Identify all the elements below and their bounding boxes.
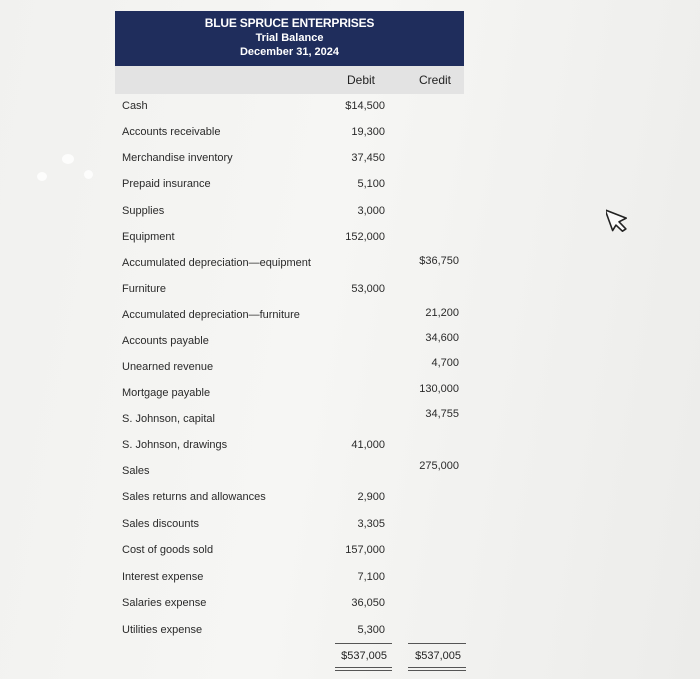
account-name: Mortgage payable [122,387,211,399]
debit-amount: 41,000 [351,439,385,451]
account-name: Accumulated depreciation—furniture [122,309,300,321]
table-row [0,597,700,615]
account-name: Furniture [122,283,167,295]
credit-column-header: Credit [418,73,451,87]
column-header-row [115,66,464,94]
trial-balance-header [115,11,464,66]
account-name: Accounts receivable [122,126,221,138]
mouse-pointer-icon [606,204,632,239]
account-name: Accumulated depreciation—equipment [122,257,311,269]
credit-amount: 34,600 [425,332,459,344]
debit-amount: 3,000 [357,205,385,217]
debit-amount: 7,100 [357,571,385,583]
table-row [0,518,700,536]
table-row [0,257,700,275]
table-row [0,439,700,457]
table-row [0,383,700,405]
debit-double-rule-2 [335,670,392,671]
debit-amount: 157,000 [345,544,385,556]
debit-amount: 5,300 [357,624,385,636]
table-row [0,126,700,144]
credit-amount: 34,755 [425,408,459,420]
account-name: Sales [122,465,150,477]
debit-double-rule-1 [335,667,392,668]
account-name: Salaries expense [122,597,207,609]
debit-total-rule [335,643,392,644]
account-name: S. Johnson, drawings [122,439,228,451]
account-name: Equipment [122,231,175,243]
debit-total: $537,005 [341,650,387,662]
table-row [0,100,700,118]
account-name: Sales returns and allowances [122,491,266,503]
table-row [0,571,700,589]
debit-amount: 5,100 [357,178,385,190]
report-date: December 31, 2024 [239,46,340,58]
account-name: Sales discounts [122,518,200,530]
account-name: Interest expense [122,571,204,583]
table-row [0,205,700,223]
table-row [0,332,700,353]
table-row [0,231,700,249]
account-name: Supplies [122,205,165,217]
credit-amount: 275,000 [419,460,459,472]
credit-double-rule-1 [408,667,466,668]
table-row [0,309,700,327]
debit-column-header: Debit [346,73,375,87]
account-name: S. Johnson, capital [122,413,215,425]
account-name: Prepaid insurance [122,178,211,190]
debit-amount: 152,000 [345,231,385,243]
company-name: BLUE SPRUCE ENTERPRISES [204,16,375,30]
table-row [0,357,700,379]
credit-amount: 130,000 [419,383,459,395]
table-row [0,178,700,196]
account-name: Merchandise inventory [122,152,233,164]
account-name: Unearned revenue [122,361,214,373]
report-title: Trial Balance [255,32,324,44]
debit-amount: 53,000 [351,283,385,295]
credit-amount: 4,700 [431,357,459,369]
credit-total: $537,005 [415,650,461,662]
debit-amount: $14,500 [345,100,385,112]
table-row [0,491,700,509]
debit-amount: 2,900 [357,491,385,503]
table-row [0,283,700,301]
table-row [0,624,700,642]
table-row [0,544,700,562]
table-row [0,152,700,170]
table-row [0,460,700,483]
table-row [0,408,700,431]
debit-amount: 3,305 [357,518,385,530]
account-name: Cash [122,100,148,112]
debit-amount: 36,050 [351,597,385,609]
credit-total-rule [408,643,466,644]
account-name: Cost of goods sold [122,544,214,556]
account-name: Utilities expense [122,624,203,636]
credit-double-rule-2 [408,670,466,671]
credit-amount: $36,750 [419,255,459,267]
debit-amount: 19,300 [351,126,385,138]
account-name: Accounts payable [122,335,209,347]
credit-amount: 21,200 [425,307,459,319]
debit-amount: 37,450 [351,152,385,164]
